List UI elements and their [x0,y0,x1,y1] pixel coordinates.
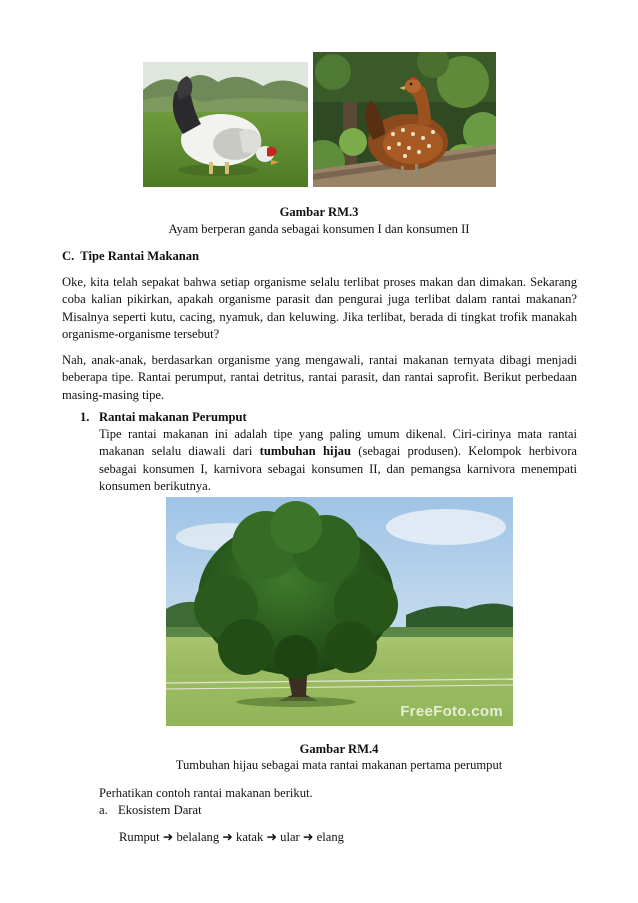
list-number: 1. [80,410,90,424]
figure-caption-text: Tumbuhan hijau sebagai mata rantai makanan pertama perumput [175,758,503,772]
paragraph: Nah, anak-anak, berdasarkan organisme yang mengawali, rantai makanan ternyata dibagi menjadi beberapa tipe. Rantai perumput, rantai detritus, rantai parasit, dan rantai saprofit. Berikut perbedaan masing-masing tipe. [62,353,577,402]
sub-letter: a. [99,803,108,817]
arrow-right-icon: ➜ [266,830,278,844]
food-chain [119,829,344,846]
body-text-before: Tipe rantai makanan ini adalah tipe yang paling umum dikenal. Ciri-cirinya mata rantai makanan selalu diawali dari [99,427,577,459]
chain-organism: belalang [176,830,220,844]
chain-organism: ular [280,830,300,844]
arrow-right-icon: ➜ [222,830,233,844]
body-text-after: (sebagai produsen). Kelompok herbivora sebagai konsumen I, karnivora sebagai konsumen II, dan pemangsa karnivora menempati konsumen berikutnya. [99,444,578,493]
example-intro: Perhatikan contoh rantai makanan berikut. [99,786,313,800]
sub-label: Ekosistem Darat [118,803,202,817]
tree-photo [166,497,513,726]
list-item-title: Rantai makanan Perumput [99,410,247,424]
chain-organism: elang [316,830,344,844]
list-item-body [99,426,577,495]
body-text-bold: tumbuhan hijau [259,444,351,459]
figure-caption-text: Ayam berperan ganda sebagai konsumen I dan konsumen II [168,222,470,236]
rooster-photo [143,62,308,187]
arrow-right-icon: ➜ [162,830,174,844]
hen-photo [313,52,496,187]
watermark: FreeFoto.com [400,703,503,720]
paragraph: Oke, kita telah sepakat bahwa setiap organisme selalu terlibat proses makan dan dimakan. Sekarang coba kalian pikirkan, apakah organisme parasit dan pengurai juga terlibat dalam rantai makanan? Misalnya seperti kutu, cacing, nyamuk, dan keluwing. Jika terlibat, berada di tingkat trofik manakah organisme-organisme tersebut? [62,275,577,341]
figure-caption-label: Gambar RM.3 [279,205,359,219]
chain-organism: Rumput [119,830,160,844]
figure-caption-label: Gambar RM.4 [299,742,379,756]
arrow-right-icon: ➜ [302,830,314,844]
chain-organism: katak [236,830,264,844]
section-heading: C. Tipe Rantai Makanan [62,249,200,263]
